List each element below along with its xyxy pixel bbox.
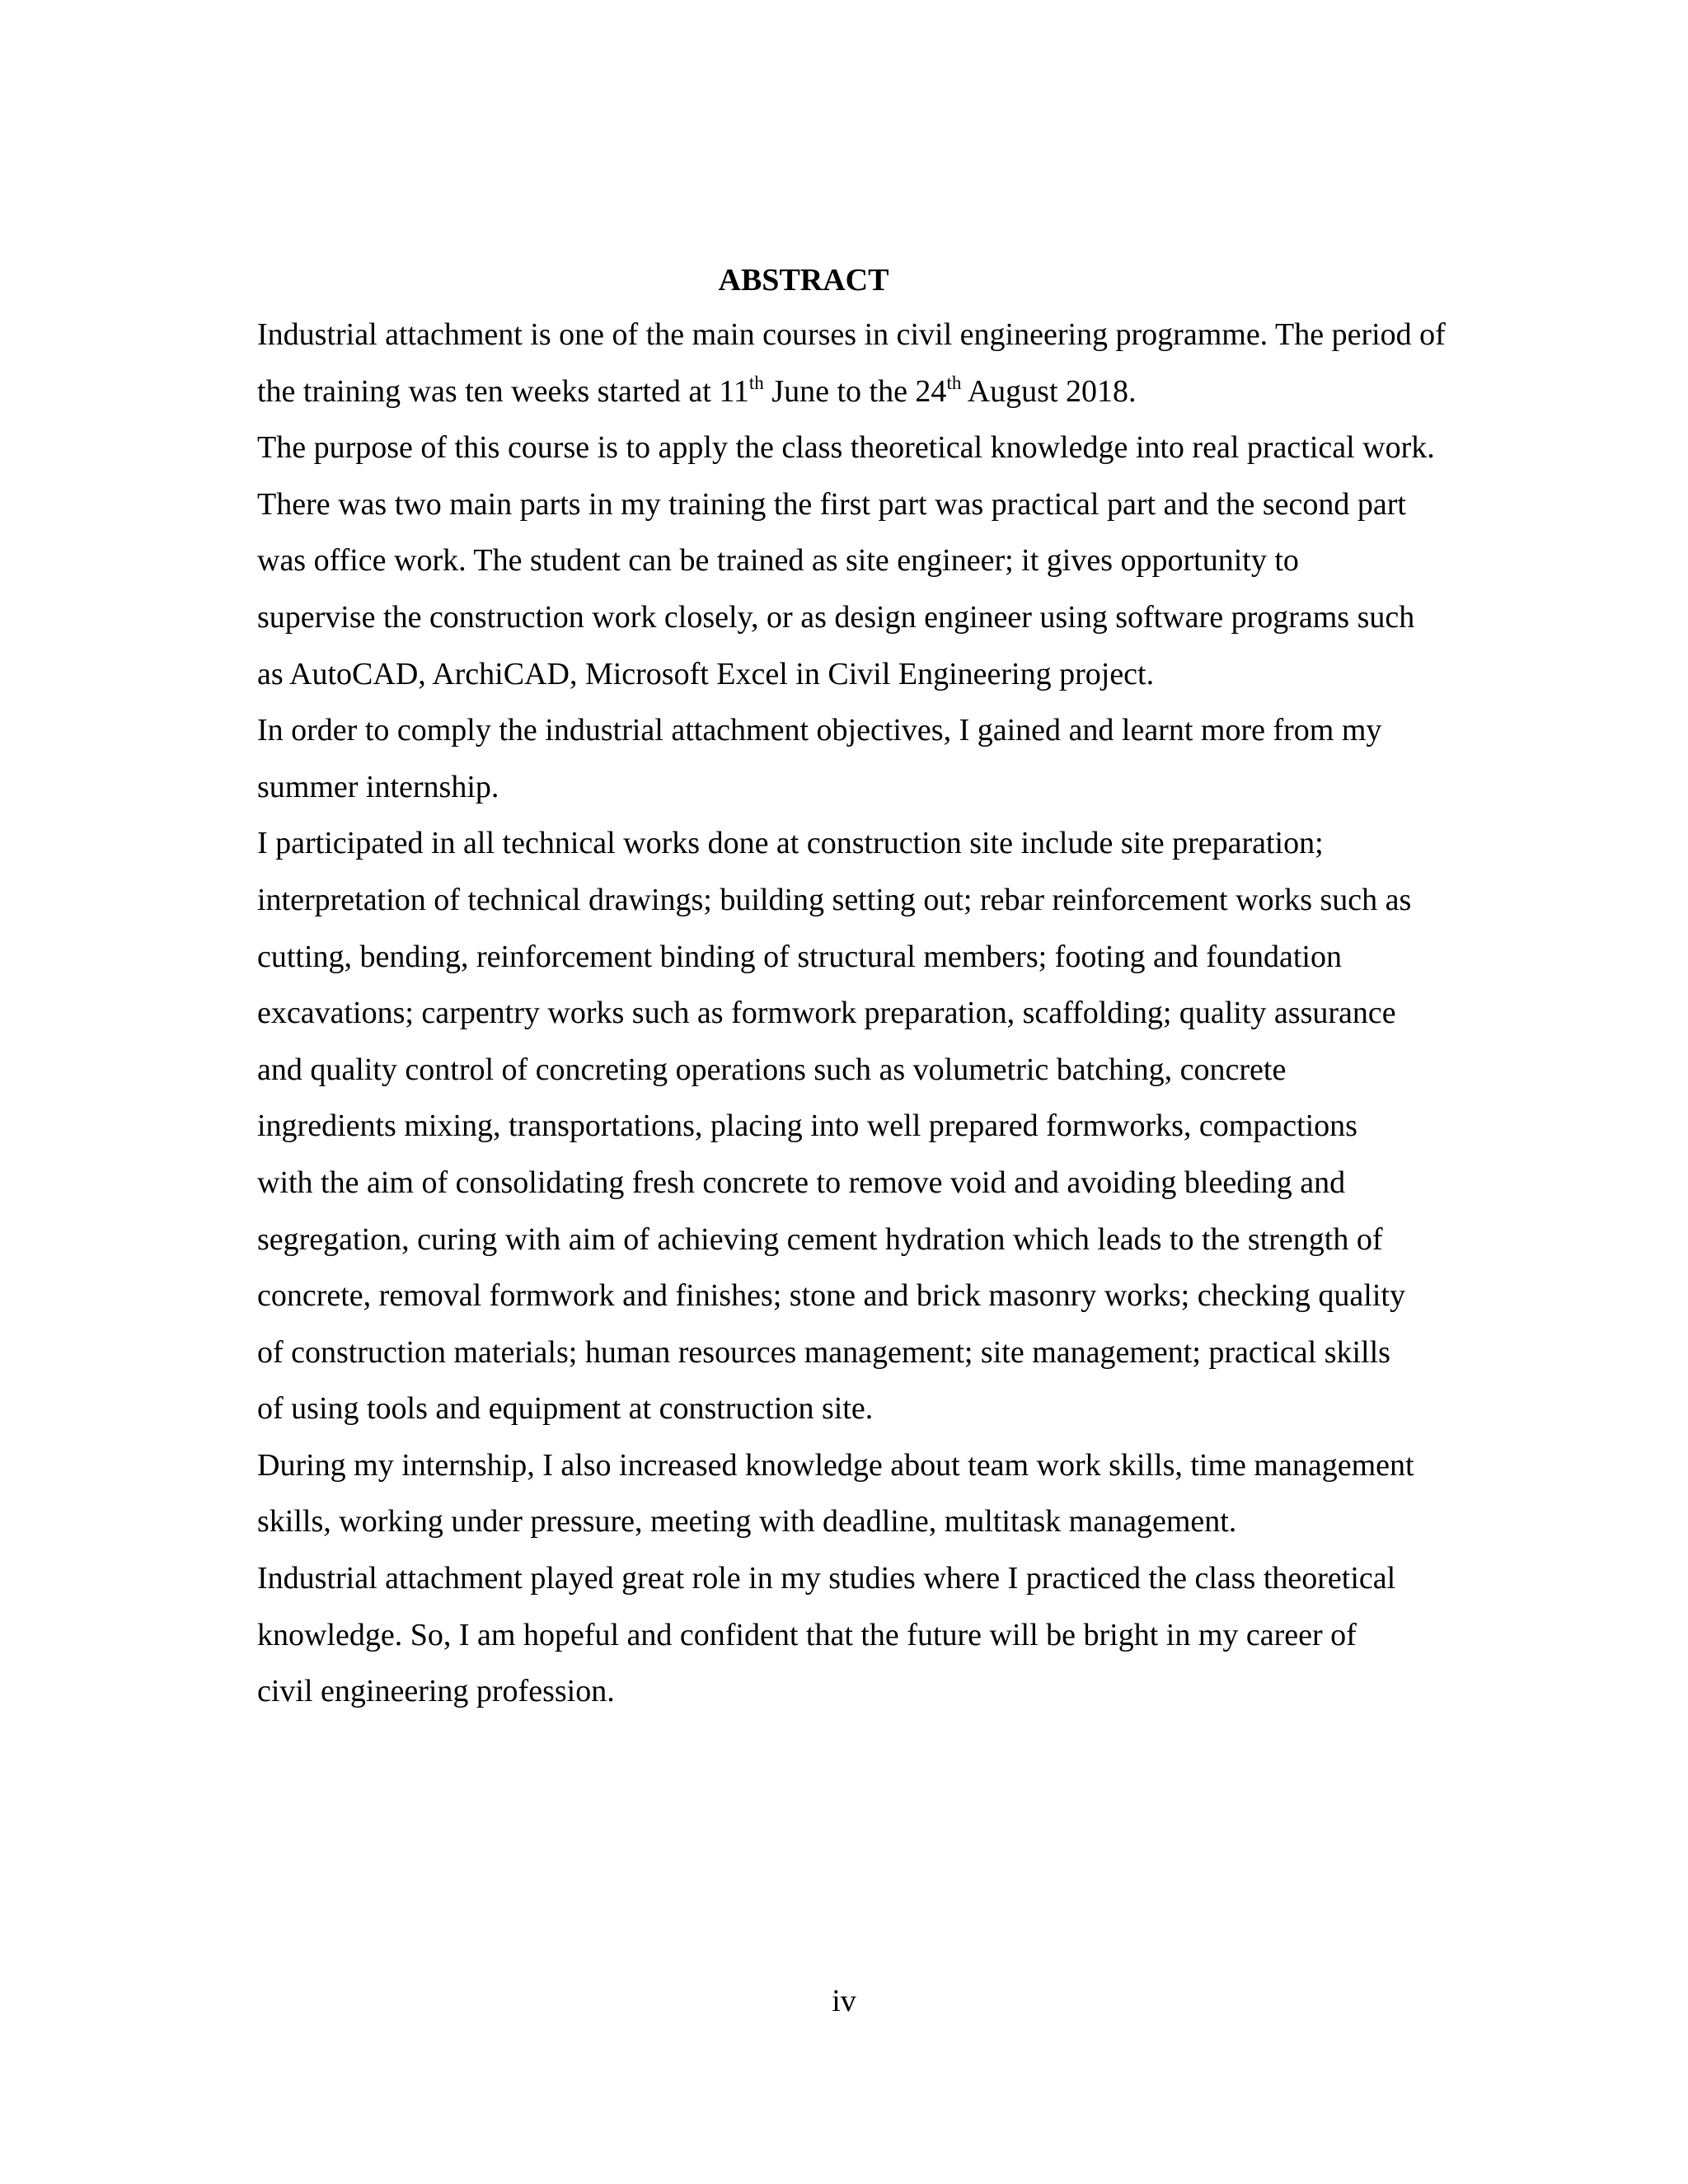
paragraph-line: of using tools and equipment at construction site. bbox=[257, 1391, 874, 1427]
paragraph-line: ingredients mixing, transportations, placing into well prepared formworks, compactions bbox=[257, 1108, 1357, 1144]
ordinal-suffix: th bbox=[946, 372, 962, 393]
line-text: the training was ten weeks started at 11 bbox=[257, 373, 749, 409]
paragraph-line: There was two main parts in my training the first part was practical part and the second part bbox=[257, 486, 1406, 522]
paragraph bbox=[257, 307, 1531, 419]
paragraph-line: of construction materials; human resources management; site management; practical skills bbox=[257, 1334, 1390, 1370]
paragraph-line: concrete, removal formwork and finishes; stone and brick masonry works; checking quality bbox=[257, 1278, 1405, 1314]
paragraph-line: During my internship, I also increased knowledge about team work skills, time management bbox=[257, 1447, 1414, 1483]
line-text: August 2018. bbox=[961, 373, 1137, 409]
paragraph-line: I participated in all technical works done at construction site include site preparation; bbox=[257, 826, 1324, 861]
paragraph-line: and quality control of concreting operations such as volumetric batching, concrete bbox=[257, 1052, 1287, 1087]
paragraph-line: supervise the construction work closely, or as design engineer using software programs such bbox=[257, 599, 1415, 635]
paragraph-line: In order to comply the industrial attachment objectives, I gained and learnt more from my bbox=[257, 713, 1382, 748]
paragraph bbox=[257, 1550, 1531, 1720]
paragraph-line: was office work. The student can be trained as site engineer; it gives opportunity to bbox=[257, 543, 1299, 579]
paragraph-line: segregation, curing with aim of achieving cement hydration which leads to the strength of bbox=[257, 1221, 1383, 1257]
paragraph-line: The purpose of this course is to apply the class theoretical knowledge into real practical work. bbox=[257, 430, 1435, 466]
abstract-body bbox=[257, 307, 1531, 1720]
ordinal-suffix: th bbox=[748, 372, 764, 393]
paragraph bbox=[257, 419, 1531, 702]
paragraph-line: with the aim of consolidating fresh concrete to remove void and avoiding bleeding and bbox=[257, 1165, 1346, 1200]
paragraph-line: summer internship. bbox=[257, 769, 499, 804]
paragraph bbox=[257, 1437, 1531, 1550]
paragraph-line: civil engineering profession. bbox=[257, 1674, 615, 1709]
page-title: ABSTRACT bbox=[718, 263, 889, 298]
paragraph-line: Industrial attachment is one of the main courses in civil engineering programme. The period of bbox=[257, 317, 1446, 352]
paragraph-line bbox=[257, 363, 1531, 420]
paragraph bbox=[257, 702, 1531, 815]
paragraph-line: interpretation of technical drawings; building setting out; rebar reinforcement works such as bbox=[257, 882, 1412, 917]
line-text: June to the 24 bbox=[763, 373, 947, 409]
page-number: iv bbox=[832, 1984, 856, 2018]
paragraph-line: cutting, bending, reinforcement binding of structural members; footing and foundation bbox=[257, 939, 1342, 974]
paragraph-line: skills, working under pressure, meeting with deadline, multitask management. bbox=[257, 1504, 1237, 1540]
paragraph-line: as AutoCAD, ArchiCAD, Microsoft Excel in Civil Engineering project. bbox=[257, 656, 1155, 691]
paragraph-line: knowledge. So, I am hopeful and confident that the future will be bright in my career of bbox=[257, 1617, 1357, 1652]
paragraph bbox=[257, 815, 1531, 1437]
paragraph-line: Industrial attachment played great role in my studies where I practiced the class theoretical bbox=[257, 1561, 1396, 1596]
paragraph-line: excavations; carpentry works such as formwork preparation, scaffolding; quality assurance bbox=[257, 996, 1396, 1031]
